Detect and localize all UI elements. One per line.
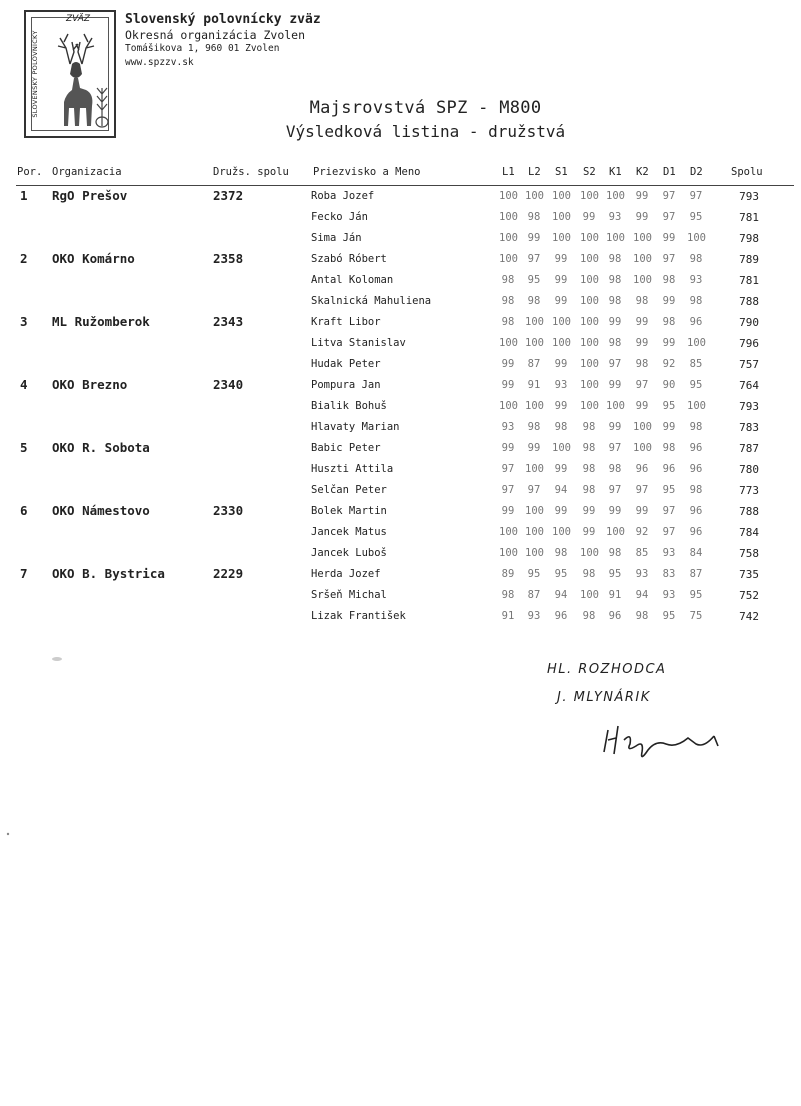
round-score: 99 [635, 211, 649, 223]
round-score: 96 [689, 505, 703, 517]
round-score: 100 [499, 190, 518, 202]
round-score: 95 [608, 568, 622, 580]
handwritten-signature [596, 722, 736, 762]
competitor-total: 773 [739, 484, 759, 497]
round-score: 99 [635, 337, 649, 349]
round-score: 99 [662, 232, 676, 244]
round-score: 97 [662, 526, 676, 538]
competitor-name: Bialik Bohuš [311, 400, 387, 412]
round-score: 99 [582, 526, 596, 538]
round-score: 98 [501, 316, 515, 328]
round-score: 94 [635, 589, 649, 601]
competitor-total: 788 [739, 295, 759, 308]
col-header-round: D2 [690, 166, 703, 178]
competitor-total: 783 [739, 421, 759, 434]
round-score: 98 [608, 463, 622, 475]
team-organization: OKO R. Sobota [52, 440, 150, 455]
round-score: 95 [662, 484, 676, 496]
letterhead [125, 12, 321, 70]
round-score: 92 [635, 526, 649, 538]
team-total: 2229 [213, 566, 244, 581]
col-header-round: L2 [528, 166, 541, 178]
round-score: 100 [580, 379, 599, 391]
competitor-total: 752 [739, 589, 759, 602]
round-score: 100 [633, 274, 652, 286]
col-header-round: L1 [502, 166, 515, 178]
col-header-round: K1 [609, 166, 622, 178]
round-score: 99 [662, 421, 676, 433]
round-score: 97 [662, 190, 676, 202]
competitor-name: Kraft Libor [311, 316, 381, 328]
round-score: 98 [608, 295, 622, 307]
round-score: 99 [554, 295, 568, 307]
round-score: 98 [501, 274, 515, 286]
round-score: 97 [608, 484, 622, 496]
round-score: 100 [499, 337, 518, 349]
round-score: 98 [501, 589, 515, 601]
round-score: 95 [527, 568, 541, 580]
round-score: 91 [608, 589, 622, 601]
round-score: 98 [554, 421, 568, 433]
round-score: 100 [633, 253, 652, 265]
round-score: 99 [582, 211, 596, 223]
round-score: 99 [527, 232, 541, 244]
team-organization: OKO Brezno [52, 377, 128, 392]
competitor-total: 789 [739, 253, 759, 266]
scan-speck [50, 655, 64, 663]
round-score: 97 [608, 442, 622, 454]
signature-name: J. MLYNÁRIK [557, 690, 651, 705]
round-score: 87 [689, 568, 703, 580]
team-organization: OKO Komárno [52, 251, 135, 266]
round-score: 99 [501, 358, 515, 370]
round-score: 99 [635, 505, 649, 517]
competitor-name: Lizak František [311, 610, 406, 622]
round-score: 100 [552, 232, 571, 244]
round-score: 95 [662, 610, 676, 622]
round-score: 98 [635, 295, 649, 307]
round-score: 75 [689, 610, 703, 622]
round-score: 98 [635, 358, 649, 370]
col-header-round: S1 [555, 166, 568, 178]
round-score: 99 [635, 190, 649, 202]
round-score: 92 [662, 358, 676, 370]
round-score: 100 [525, 316, 544, 328]
round-score: 93 [527, 610, 541, 622]
round-score: 99 [662, 295, 676, 307]
round-score: 100 [499, 232, 518, 244]
round-score: 100 [580, 232, 599, 244]
team-organization: OKO B. Bystrica [52, 566, 165, 581]
round-score: 100 [552, 211, 571, 223]
round-score: 100 [525, 400, 544, 412]
team-total: 2340 [213, 377, 244, 392]
round-score: 99 [554, 463, 568, 475]
team-organization: OKO Námestovo [52, 503, 150, 518]
round-score: 83 [662, 568, 676, 580]
round-score: 99 [662, 337, 676, 349]
round-score: 99 [582, 505, 596, 517]
round-score: 93 [689, 274, 703, 286]
round-score: 99 [501, 442, 515, 454]
round-score: 98 [527, 295, 541, 307]
competitor-name: Bolek Martin [311, 505, 387, 517]
team-rank: 2 [20, 251, 28, 266]
round-score: 99 [554, 505, 568, 517]
organization-address: Tomášikova 1, 960 01 Zvolen [125, 43, 280, 54]
round-score: 96 [662, 463, 676, 475]
competitor-total: 793 [739, 400, 759, 413]
round-score: 89 [501, 568, 515, 580]
organization-branch: Okresná organizácia Zvolen [125, 28, 306, 42]
round-score: 99 [608, 379, 622, 391]
round-score: 98 [662, 274, 676, 286]
round-score: 100 [499, 400, 518, 412]
team-rank: 1 [20, 188, 28, 203]
scan-speck [6, 832, 10, 836]
competitor-total: 758 [739, 547, 759, 560]
round-score: 99 [501, 379, 515, 391]
document-subtitle: Výsledková listina - družstvá [285, 122, 566, 141]
round-score: 98 [608, 253, 622, 265]
spz-logo [24, 10, 116, 138]
round-score: 97 [662, 253, 676, 265]
round-score: 90 [662, 379, 676, 391]
round-score: 100 [499, 253, 518, 265]
round-score: 98 [582, 568, 596, 580]
round-score: 99 [608, 421, 622, 433]
round-score: 100 [580, 589, 599, 601]
round-score: 87 [527, 358, 541, 370]
team-rank: 6 [20, 503, 28, 518]
round-score: 95 [689, 379, 703, 391]
round-score: 93 [501, 421, 515, 433]
competitor-total: 788 [739, 505, 759, 518]
round-score: 91 [501, 610, 515, 622]
col-header-team-total: Družs. spolu [213, 166, 289, 178]
round-score: 93 [608, 211, 622, 223]
round-score: 96 [689, 463, 703, 475]
round-score: 91 [527, 379, 541, 391]
round-score: 98 [554, 547, 568, 559]
round-score: 98 [527, 421, 541, 433]
logo-top-text: ZVÄZ [66, 14, 91, 24]
competitor-total: 757 [739, 358, 759, 371]
logo-side-text: SLOVENSKÝ POLOVNÍCKY [31, 30, 39, 118]
round-score: 99 [635, 400, 649, 412]
competitor-name: Roba Jozef [311, 190, 375, 202]
round-score: 84 [689, 547, 703, 559]
round-score: 93 [554, 379, 568, 391]
round-score: 85 [635, 547, 649, 559]
competitor-name: Litva Stanislav [311, 337, 406, 349]
organization-url: www.spzzv.sk [125, 57, 194, 68]
round-score: 100 [525, 190, 544, 202]
round-score: 100 [687, 400, 706, 412]
round-score: 100 [552, 337, 571, 349]
round-score: 99 [554, 400, 568, 412]
round-score: 98 [608, 274, 622, 286]
round-score: 100 [687, 337, 706, 349]
round-score: 95 [689, 211, 703, 223]
team-organization: ML Ružomberok [52, 314, 150, 329]
round-score: 100 [580, 337, 599, 349]
round-score: 96 [608, 610, 622, 622]
team-total: 2358 [213, 251, 244, 266]
team-total: 2372 [213, 188, 244, 203]
round-score: 99 [527, 442, 541, 454]
competitor-total: 787 [739, 442, 759, 455]
round-score: 100 [580, 253, 599, 265]
document-title: Majsrovstvá SPZ - M800 [309, 98, 542, 118]
competitor-name: Szabó Róbert [311, 253, 387, 265]
round-score: 100 [633, 421, 652, 433]
round-score: 96 [689, 316, 703, 328]
team-rank: 3 [20, 314, 28, 329]
header-rule [16, 185, 794, 186]
competitor-name: Selčan Peter [311, 484, 387, 496]
team-rank: 5 [20, 440, 28, 455]
round-score: 98 [608, 547, 622, 559]
col-header-por: Por. [17, 166, 43, 178]
competitor-name: Skalnická Mahuliena [311, 295, 432, 307]
signature-role: HL. ROZHODCA [547, 662, 667, 677]
round-score: 94 [554, 484, 568, 496]
round-score: 100 [633, 442, 652, 454]
round-score: 98 [689, 295, 703, 307]
round-score: 100 [499, 211, 518, 223]
competitor-total: 735 [739, 568, 759, 581]
competitor-total: 780 [739, 463, 759, 476]
round-score: 100 [606, 400, 625, 412]
round-score: 98 [582, 484, 596, 496]
competitor-total: 781 [739, 211, 759, 224]
round-score: 100 [580, 295, 599, 307]
round-score: 96 [635, 463, 649, 475]
round-score: 95 [689, 589, 703, 601]
round-score: 99 [635, 316, 649, 328]
round-score: 98 [689, 421, 703, 433]
round-score: 98 [582, 442, 596, 454]
competitor-name: Hlavaty Marian [311, 421, 400, 433]
round-score: 98 [582, 463, 596, 475]
round-score: 100 [552, 316, 571, 328]
round-score: 100 [525, 505, 544, 517]
col-header-round: S2 [583, 166, 596, 178]
round-score: 97 [662, 505, 676, 517]
competitor-name: Hudak Peter [311, 358, 381, 370]
competitor-total: 796 [739, 337, 759, 350]
round-score: 85 [689, 358, 703, 370]
round-score: 99 [501, 505, 515, 517]
round-score: 93 [662, 589, 676, 601]
round-score: 95 [662, 400, 676, 412]
competitor-name: Antal Koloman [311, 274, 394, 286]
round-score: 97 [689, 190, 703, 202]
team-rank: 4 [20, 377, 28, 392]
round-score: 97 [527, 253, 541, 265]
team-rank: 7 [20, 566, 28, 581]
round-score: 97 [527, 484, 541, 496]
col-header-round: D1 [663, 166, 676, 178]
round-score: 100 [606, 526, 625, 538]
team-total: 2330 [213, 503, 244, 518]
round-score: 100 [552, 190, 571, 202]
round-score: 98 [689, 484, 703, 496]
competitor-name: Jancek Luboš [311, 547, 387, 559]
competitor-total: 742 [739, 610, 759, 623]
col-header-name: Priezvisko a Meno [313, 166, 421, 178]
competitor-total: 764 [739, 379, 759, 392]
round-score: 99 [554, 274, 568, 286]
competitor-total: 781 [739, 274, 759, 287]
round-score: 97 [635, 379, 649, 391]
col-header-total: Spolu [731, 166, 763, 178]
round-score: 100 [580, 547, 599, 559]
competitor-name: Jancek Matus [311, 526, 387, 538]
competitor-total: 793 [739, 190, 759, 203]
team-total: 2343 [213, 314, 244, 329]
competitor-total: 784 [739, 526, 759, 539]
round-score: 95 [527, 274, 541, 286]
round-score: 98 [527, 211, 541, 223]
round-score: 87 [527, 589, 541, 601]
round-score: 98 [689, 253, 703, 265]
competitor-name: Pompura Jan [311, 379, 381, 391]
round-score: 98 [582, 421, 596, 433]
round-score: 98 [501, 295, 515, 307]
round-score: 100 [552, 526, 571, 538]
competitor-name: Babic Peter [311, 442, 381, 454]
round-score: 100 [633, 232, 652, 244]
competitor-name: Huszti Attila [311, 463, 394, 475]
round-score: 100 [580, 190, 599, 202]
col-header-round: K2 [636, 166, 649, 178]
round-score: 100 [525, 547, 544, 559]
round-score: 93 [662, 547, 676, 559]
round-score: 100 [687, 232, 706, 244]
round-score: 97 [662, 211, 676, 223]
round-score: 98 [582, 610, 596, 622]
round-score: 99 [608, 505, 622, 517]
round-score: 97 [608, 358, 622, 370]
round-score: 100 [525, 337, 544, 349]
round-score: 100 [525, 463, 544, 475]
round-score: 96 [689, 442, 703, 454]
competitor-total: 790 [739, 316, 759, 329]
round-score: 97 [501, 484, 515, 496]
round-score: 100 [552, 442, 571, 454]
round-score: 100 [580, 274, 599, 286]
competitor-name: Sima Ján [311, 232, 362, 244]
round-score: 100 [606, 232, 625, 244]
organization-name: Slovenský polovnícky zväz [125, 12, 321, 27]
round-score: 100 [525, 526, 544, 538]
round-score: 98 [662, 316, 676, 328]
round-score: 98 [635, 610, 649, 622]
round-score: 98 [662, 442, 676, 454]
competitor-name: Fecko Ján [311, 211, 368, 223]
round-score: 100 [499, 547, 518, 559]
round-score: 94 [554, 589, 568, 601]
round-score: 100 [580, 358, 599, 370]
round-score: 95 [554, 568, 568, 580]
round-score: 98 [608, 337, 622, 349]
round-score: 100 [580, 400, 599, 412]
competitor-name: Herda Jozef [311, 568, 381, 580]
round-score: 99 [608, 316, 622, 328]
round-score: 99 [554, 358, 568, 370]
competitor-name: Sršeň Michal [311, 589, 387, 601]
round-score: 100 [606, 190, 625, 202]
competitor-total: 798 [739, 232, 759, 245]
round-score: 99 [554, 253, 568, 265]
round-score: 97 [635, 484, 649, 496]
round-score: 100 [580, 316, 599, 328]
round-score: 100 [499, 526, 518, 538]
col-header-org: Organizacia [52, 166, 122, 178]
round-score: 93 [635, 568, 649, 580]
round-score: 97 [501, 463, 515, 475]
round-score: 96 [554, 610, 568, 622]
round-score: 96 [689, 526, 703, 538]
team-organization: RgO Prešov [52, 188, 128, 203]
